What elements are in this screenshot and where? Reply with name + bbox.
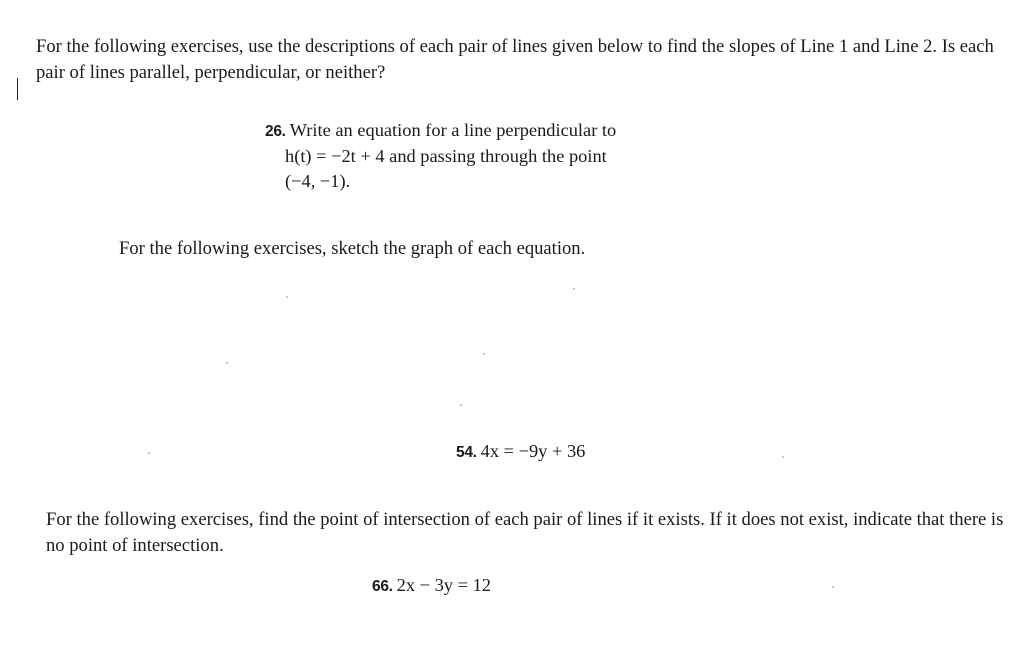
scan-speck: [286, 296, 288, 298]
exercise-26-line-3: (−4, −1).: [285, 171, 351, 191]
scan-speck: [782, 456, 784, 458]
scan-speck: [832, 586, 834, 588]
exercise-54-equation: 4x = −9y + 36: [480, 441, 586, 461]
exercise-66-number: 66.: [372, 578, 393, 595]
exercise-54-number: 54.: [456, 444, 477, 461]
exercise-26-text-1: Write an equation for a line perpendicular to: [289, 120, 617, 140]
exercise-66: [372, 572, 491, 600]
exercise-26: [265, 118, 685, 194]
scan-speck: [483, 353, 485, 355]
exercise-26-number: 26.: [265, 123, 286, 140]
text-cursor: [17, 78, 18, 100]
slopes-instructions: For the following exercises, use the descriptions of each pair of lines given below to find the slopes of Line 1 and Line 2. Is each pair of lines parallel, perpendicular, or neither?: [36, 36, 994, 83]
scan-speck: [226, 362, 228, 364]
scan-speck: [573, 288, 575, 290]
exercise-26-line-1: [265, 118, 685, 144]
intersection-instructions: For the following exercises, find the point of intersection of each pair of lines if it exists. If it does not exist, indicate that there is no point of intersection.: [46, 509, 1004, 556]
scan-speck: [148, 452, 150, 454]
exercise-54: [456, 438, 585, 466]
exercise-66-equation: 2x − 3y = 12: [396, 575, 491, 595]
exercise-26-line-2: h(t) = −2t + 4 and passing through the point: [285, 146, 607, 166]
scan-speck: [460, 404, 462, 406]
sketch-instructions: For the following exercises, sketch the graph of each equation.: [119, 238, 586, 259]
